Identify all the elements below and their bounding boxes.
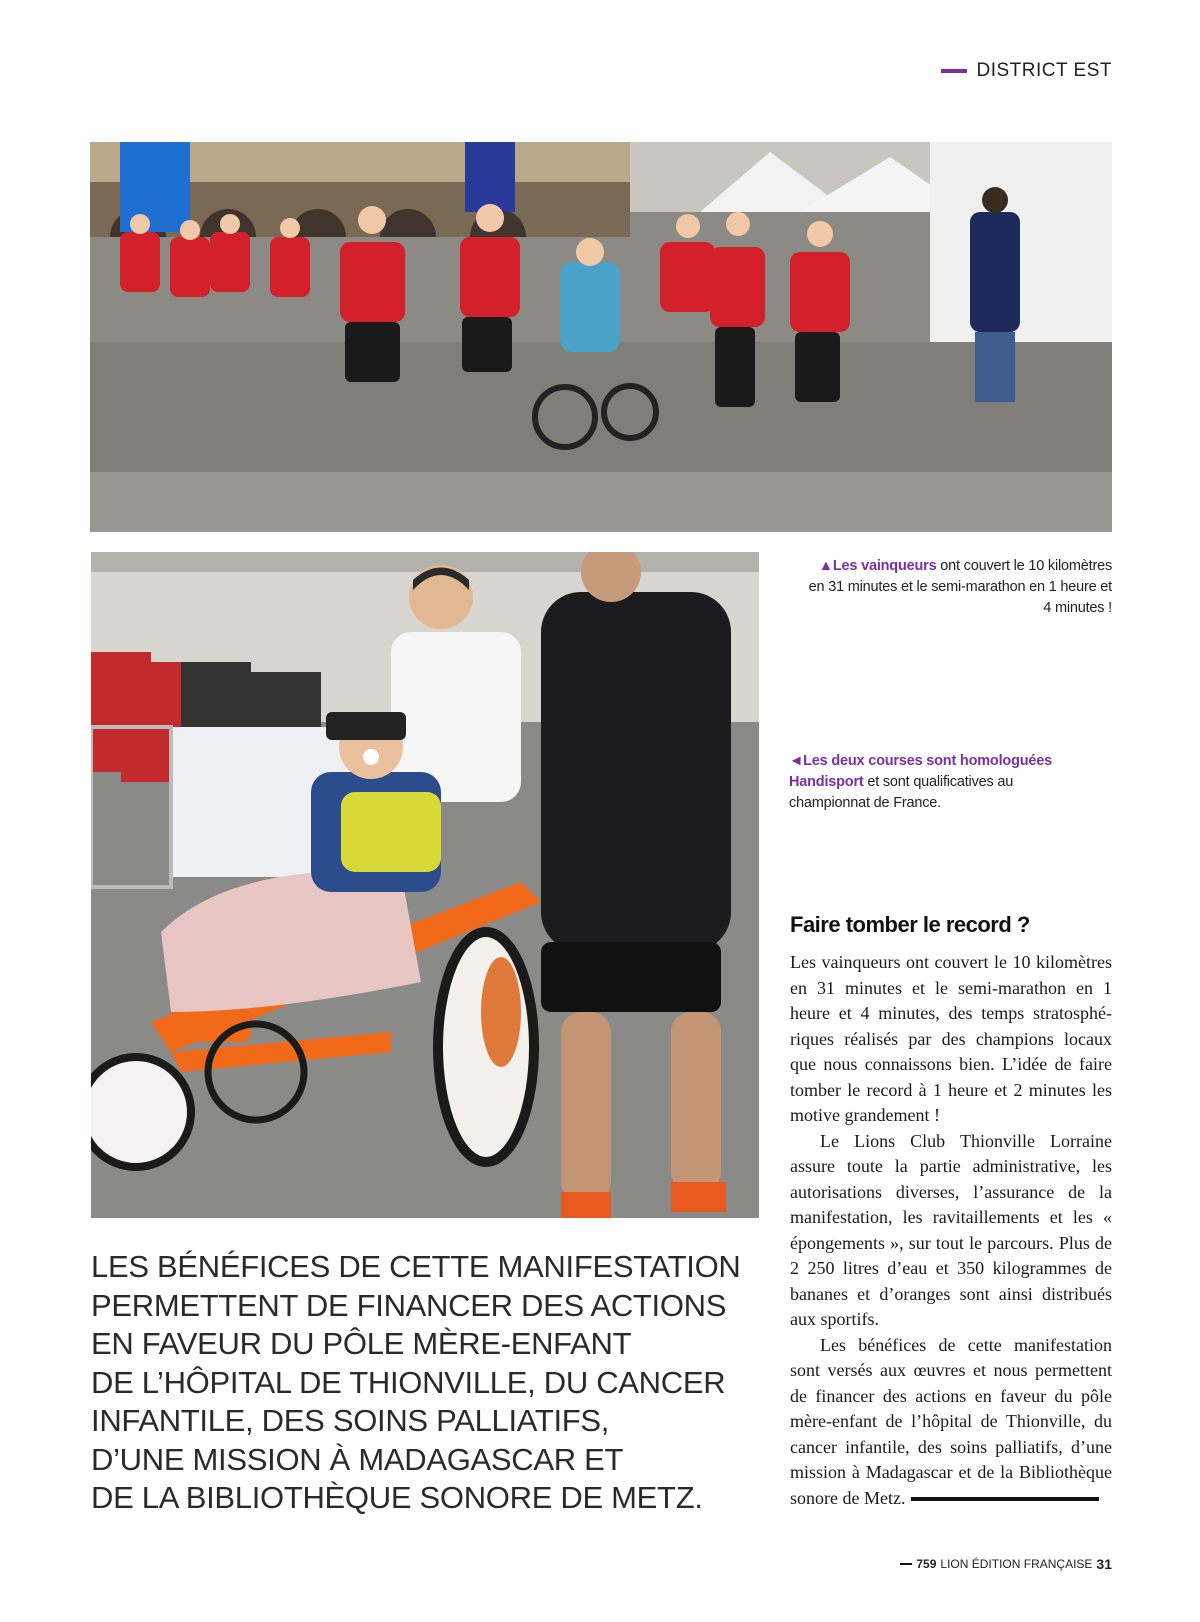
article-paragraph-text: Les bénéfices de cette manifestation sont versés aux œuvres et nous permettent de financer des actions en faveur du pôle mère-enfant de l’hôpital de Thionville, du cancer infantile, des soins palliatifs, d’une mission à Madagascar et de la Bibliothèque sonore de Metz. <box>790 1334 1112 1508</box>
caption-top-lead: ▲Les vainqueurs <box>818 558 937 574</box>
section-accent-bar <box>941 69 967 73</box>
caption-middle-lead: ◄Les deux courses sont homologuées Handisport <box>789 753 1052 790</box>
pull-quote-line: PERMETTENT DE FINANCER DES ACTIONS <box>91 1287 727 1323</box>
caption-middle <box>789 751 1089 814</box>
page-footer <box>900 1556 1112 1572</box>
article-paragraph: Les vainqueurs ont couvert le 10 kilomètres en 31 minutes et le semi-marathon en 1 heure et 4 minutes, des temps stratosphériques réalisés par des champions locaux que nous connaissons bien. L’idée de faire tomber le record à 1 heure et 2 minutes les motive grandement ! <box>790 952 1112 1125</box>
pull-quote-line: LES BÉNÉFICES DE CETTE MANIFESTATION <box>91 1249 741 1284</box>
pull-quote-line: INFANTILE, DES SOINS PALLIATIFS, <box>91 1403 610 1438</box>
pull-quote-line: EN FAVEUR DU PÔLE MÈRE-ENFANT <box>91 1326 632 1361</box>
article-body <box>790 950 1112 1511</box>
section-label: DISTRICT EST <box>976 60 1112 81</box>
top-photo <box>90 142 1112 532</box>
caption-top <box>800 556 1112 619</box>
article-paragraph: Le Lions Club Thionville Lorraine assure toute la partie administrative, les autorisations diverses, l’assurance de la manifestation, les ravitaillements et les « épongements », sur tout le parcours. Plus de 2 250 litres d’eau et 350 kilogrammes de bananes et d’oranges sont ainsi distribués aux sportifs. <box>790 1130 1112 1329</box>
caption-middle-text: et sont qualificatives au championnat de France. <box>789 774 1014 811</box>
pull-quote-line: DE LA BIBLIOTHÈQUE SONORE DE METZ. <box>91 1480 703 1515</box>
article-paragraph <box>790 1333 1112 1512</box>
pull-quote-line: D’UNE MISSION À MADAGASCAR ET <box>91 1441 624 1477</box>
left-photo <box>91 552 759 1218</box>
article-heading: Faire tomber le record ? <box>790 912 1030 937</box>
pull-quote <box>91 1248 771 1518</box>
page-number: 31 <box>1096 1556 1112 1572</box>
issue-number: 759 <box>916 1557 937 1571</box>
footer-dash <box>900 1563 912 1565</box>
caption-top-text: ont couvert le 10 kilomètres en 31 minutes et le semi-marathon en 1 heure et 4 minutes ! <box>808 558 1112 616</box>
pull-quote-line: DE L’HÔPITAL DE THIONVILLE, DU CANCER <box>91 1364 726 1400</box>
end-of-article-rule <box>911 1497 1099 1501</box>
publication-name: LION ÉDITION FRANÇAISE <box>940 1557 1093 1571</box>
section-tag <box>941 60 1113 82</box>
